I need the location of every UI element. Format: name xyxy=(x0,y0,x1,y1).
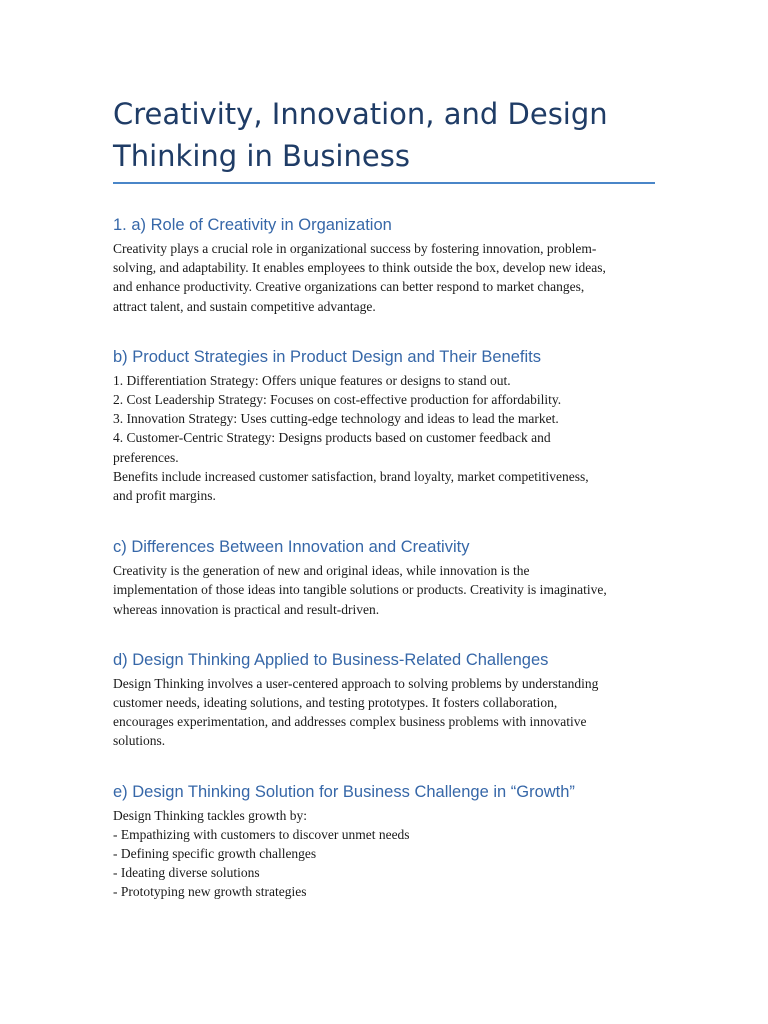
section-product-strategies xyxy=(113,346,658,505)
body-line: attract talent, and sustain competitive advantage. xyxy=(113,298,376,314)
body-line: Creativity plays a crucial role in organizational success by fostering innovation, problem- xyxy=(113,241,597,256)
body-line: - Empathizing with customers to discover unmet needs xyxy=(113,826,410,842)
body-line: Design Thinking involves a user-centered approach to solving problems by understanding xyxy=(113,675,599,691)
body-line: 4. Customer-Centric Strategy: Designs products based on customer feedback and xyxy=(113,430,551,446)
body-line: - Prototyping new growth strategies xyxy=(113,884,307,900)
body-line: customer needs, ideating solutions, and testing prototypes. It fosters collaboration, xyxy=(113,695,558,711)
section-heading: c) Differences Between Innovation and Creativity xyxy=(113,538,470,557)
title-line: Thinking in Business xyxy=(113,139,410,173)
body-line: solutions. xyxy=(113,733,166,749)
section-body xyxy=(113,371,658,505)
section-heading: d) Design Thinking Applied to Business-Related Challenges xyxy=(113,650,549,669)
section-heading: b) Product Strategies in Product Design and Their Benefits xyxy=(113,347,542,366)
body-line: Benefits include increased customer satisfaction, brand loyalty, market competitiveness, xyxy=(113,468,589,484)
section-heading: e) Design Thinking Solution for Business Challenge in “Growth” xyxy=(113,782,575,801)
title-line: Creativity, Innovation, and Design xyxy=(113,97,608,131)
body-line: Design Thinking tackles growth by: xyxy=(113,807,307,823)
section-heading: 1. a) Role of Creativity in Organization xyxy=(113,216,392,234)
section-body xyxy=(113,674,658,751)
document-title xyxy=(113,93,658,177)
body-line: preferences. xyxy=(113,449,179,465)
body-line: 1. Differentiation Strategy: Offers unique features or designs to stand out. xyxy=(113,372,511,388)
section-role-of-creativity xyxy=(113,214,658,316)
body-line: Creativity is the generation of new and original ideas, while innovation is the xyxy=(113,563,530,579)
body-line: and profit margins. xyxy=(113,488,216,504)
section-body xyxy=(113,561,658,619)
body-line: and enhance productivity. Creative organizations can better respond to market changes, xyxy=(113,279,585,295)
body-line: 3. Innovation Strategy: Uses cutting-edge technology and ideas to lead the market. xyxy=(113,411,559,427)
section-design-thinking-challenges xyxy=(113,649,658,751)
section-body xyxy=(113,239,658,316)
body-line: encourages experimentation, and addresses complex business problems with innovative xyxy=(113,714,587,730)
section-growth-solution xyxy=(113,781,658,902)
body-line: implementation of those ideas into tangible solutions or products. Creativity is imaginative, xyxy=(113,582,607,598)
section-body xyxy=(113,806,658,902)
body-line: whereas innovation is practical and result-driven. xyxy=(113,601,380,617)
body-line: solving, and adaptability. It enables employees to think outside the box, develop new ideas, xyxy=(113,260,606,276)
body-line: - Ideating diverse solutions xyxy=(113,865,260,881)
title-divider xyxy=(113,182,655,184)
document-page xyxy=(113,93,658,902)
section-innovation-vs-creativity xyxy=(113,536,658,619)
body-line: 2. Cost Leadership Strategy: Focuses on cost-effective production for affordability. xyxy=(113,392,562,408)
body-line: - Defining specific growth challenges xyxy=(113,846,317,862)
